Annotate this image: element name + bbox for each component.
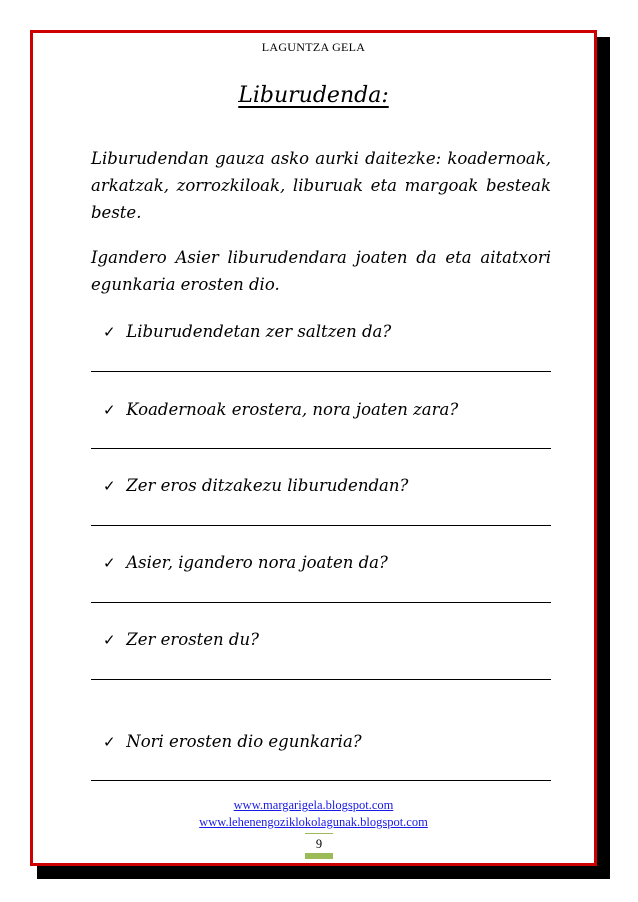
answer-line-1[interactable] — [91, 371, 551, 372]
page-number-top-rule — [305, 833, 333, 834]
question-item-5 — [103, 629, 553, 651]
check-icon: ✓ — [103, 631, 116, 649]
heading-text: Liburudenda: — [238, 83, 389, 108]
header-title: LAGUNTZA GELA — [261, 40, 366, 54]
question-text: Asier, igandero nora joaten da? — [126, 553, 388, 572]
question-text: Koadernoak erostera, nora joaten zara? — [126, 400, 459, 419]
question-item-1 — [103, 321, 553, 343]
footer-link-1[interactable]: www.margarigela.blogspot.com — [233, 798, 394, 812]
footer-link-2-wrap — [33, 815, 594, 830]
answer-line-2[interactable] — [91, 448, 551, 449]
page-number-text: 9 — [315, 837, 323, 851]
question-text: Zer erosten du? — [126, 630, 259, 649]
question-item-4 — [103, 552, 553, 574]
paragraph-2: Igandero Asier liburudendara joaten da eta aitatxori egunkaria erosten dio. — [91, 248, 551, 294]
check-icon: ✓ — [103, 733, 116, 751]
page-frame — [30, 30, 597, 866]
question-text: Zer eros ditzakezu liburudendan? — [126, 476, 409, 495]
check-icon: ✓ — [103, 401, 116, 419]
worksheet-heading — [33, 83, 594, 108]
paragraph-1: Liburudendan gauza asko aurki daitezke: koadernoak, arkatzak, zorrozkiloak, liburuak eta margoak besteak beste. — [91, 149, 551, 222]
page-number-bar — [305, 853, 333, 859]
check-icon: ✓ — [103, 554, 116, 572]
page-number — [305, 833, 333, 859]
question-text: Liburudendetan zer saltzen da? — [126, 322, 392, 341]
footer-link-2[interactable]: www.lehenengoziklokolagunak.blogspot.com — [199, 815, 428, 829]
question-item-2 — [103, 399, 553, 421]
check-icon: ✓ — [103, 477, 116, 495]
footer-link-1-wrap — [33, 798, 594, 813]
answer-line-3[interactable] — [91, 525, 551, 526]
answer-line-4[interactable] — [91, 602, 551, 603]
question-item-3 — [103, 475, 553, 497]
check-icon: ✓ — [103, 323, 116, 341]
answer-line-6[interactable] — [91, 780, 551, 781]
answer-line-5[interactable] — [91, 679, 551, 680]
question-text: Nori erosten dio egunkaria? — [126, 732, 362, 751]
question-item-6 — [103, 731, 553, 753]
